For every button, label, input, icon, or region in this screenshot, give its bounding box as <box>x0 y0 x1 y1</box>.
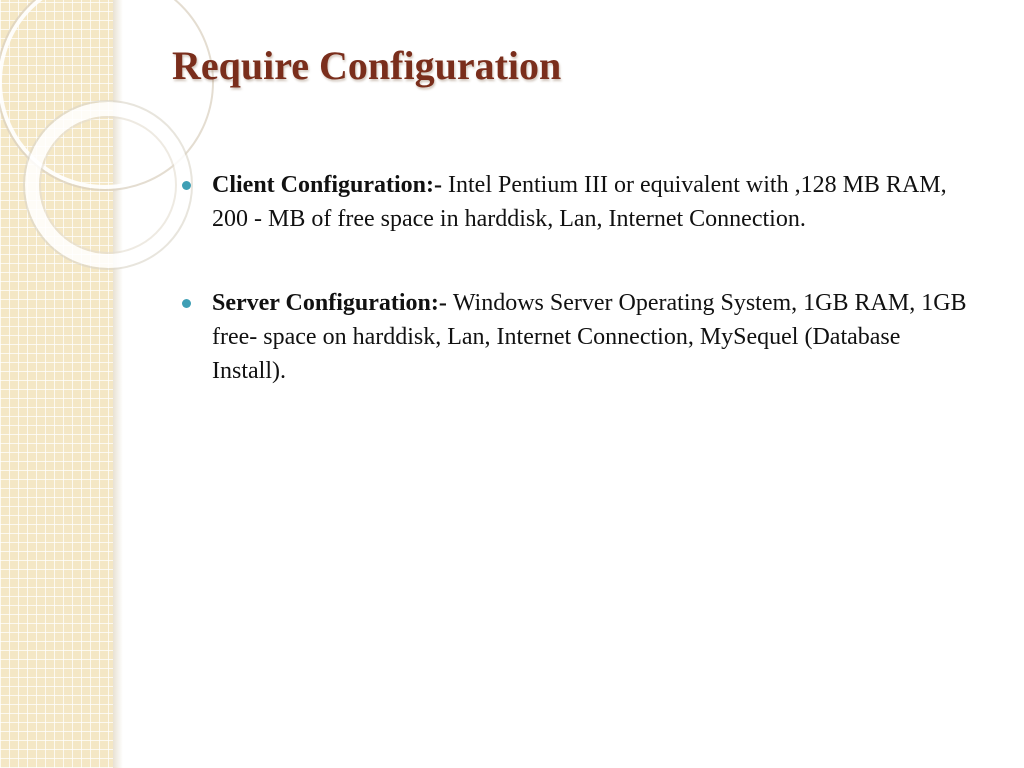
bullet-label: Client Configuration:- <box>212 172 448 198</box>
list-item-client-configuration <box>180 168 980 236</box>
bullet-list <box>180 168 980 438</box>
bullet-text: Windows Server Operating System, 1GB RAM, 1GB free- space on harddisk, Lan, Internet Connection, MySequel (Database Install). <box>212 290 967 384</box>
decorative-rings-icon <box>0 0 140 300</box>
bullet-text: Intel Pentium III or equivalent with ,128 MB RAM, 200 - MB of free space in harddisk, Lan, Internet Connection. <box>212 172 947 232</box>
bullet-label: Server Configuration:- <box>212 290 453 316</box>
list-item-server-configuration <box>180 286 980 388</box>
bullet-dot-icon <box>182 181 191 190</box>
slide-title: Require Configuration <box>172 43 562 88</box>
bullet-dot-icon <box>182 299 191 308</box>
